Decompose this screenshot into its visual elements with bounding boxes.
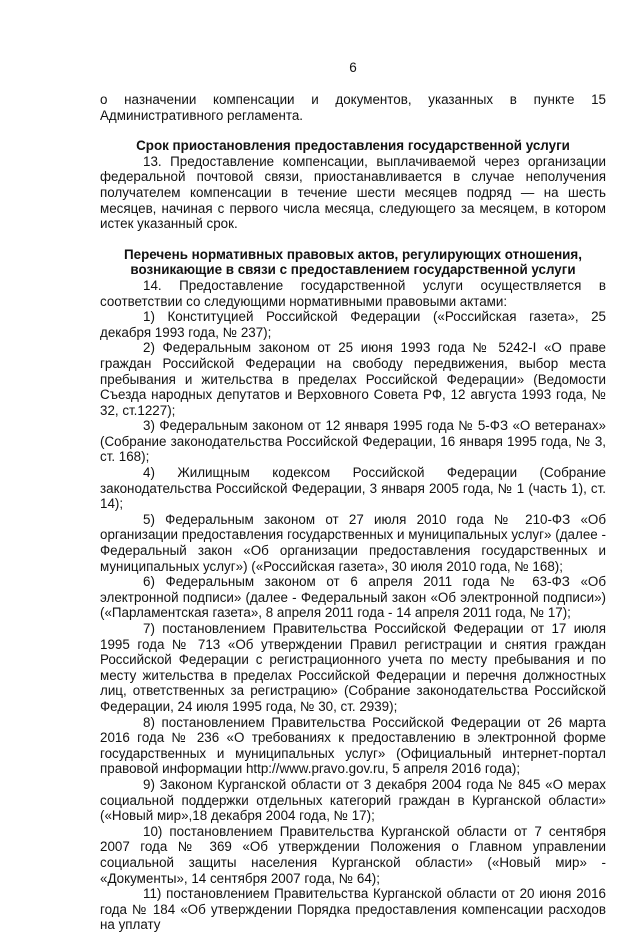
list-item: 8) постановлением Правительства Российской Федерации от 26 марта 2016 года № 236 «О требованиях к предоставлению в электронной форме государственных и муниципальных услуг» (Официальный интернет-портал правовой информации http://www.pravo.gov.ru, 5 апреля 2016 года); (100, 714, 606, 777)
list-item: 9) Законом Курганской области от 3 декабря 2004 года № 845 «О мерах социальной поддержки отдельных категорий граждан в Курганской области» («Новый мир»,18 декабря 2004 года, № 17); (100, 776, 606, 824)
page-number: 6 (349, 60, 357, 75)
paragraph-13: 13. Предоставление компенсации, выплачиваемой через организации федеральной почтовой связи, приостанавливается в случае неполучения получателем компенсации в течение шести месяцев подряд — на шесть месяцев, начиная с первого числа месяца, следующего за месяцем, в котором истек указанный срок. (100, 153, 606, 232)
section-heading-legal-acts-line2: возникающие в связи с предоставлением государственной услуги (130, 262, 576, 278)
list-item: 3) Федеральным законом от 12 января 1995 года № 5-ФЗ «О ветеранах» (Собрание законодательства Российской Федерации, 16 января 1995 года, № 3, ст. 168); (100, 418, 606, 465)
list-item: 4) Жилищным кодексом Российской Федерации (Собрание законодательства Российской Федерации, 3 января 2005 года, № 1 (часть 1), ст. 14); (100, 465, 606, 512)
list-item: 6) Федеральным законом от 6 апреля 2011 года № 63-ФЗ «Об электронной подписи» (далее - Федеральный закон «Об электронной подписи») («Парламентская газета», 8 апреля 2011 года - 14 апреля 2011 года, № 17); (100, 574, 606, 621)
list-item: 5) Федеральным законом от 27 июля 2010 года № 210-ФЗ «Об организации предоставления государственных и муниципальных услуг» (далее - Федеральный закон «Об организации предоставления государственных и муниципальных услуг») («Российская газета», 30 июля 2010 года, № 168); (100, 511, 606, 574)
paragraph-14: 14. Предоставление государственной услуги осуществляется в соответствии со следующими нормативными правовыми актами: (100, 277, 606, 309)
list-item: 11) постановлением Правительства Курганской области от 20 июня 2016 года № 184 «Об утверждении Порядка предоставления компенсации расходов на уплату (100, 886, 606, 933)
section-heading-legal-acts-line1: Перечень нормативных правовых актов, регулирующих отношения, (124, 246, 582, 262)
list-item: 7) постановлением Правительства Российской Федерации от 17 июля 1995 года № 713 «Об утверждении Правил регистрации и снятия граждан Российской Федерации с регистрационного учета по месту пребывания и по месту жительства в пределах Российской Федерации и перечня должностных лиц, ответственных за регистрацию» (Собрание законодательства Российской Федерации, 24 июля 1995 года, № 30, ст. 2939); (100, 621, 606, 714)
intro-paragraph: о назначении компенсации и документов, указанных в пункте 15 Административного регламента. (100, 92, 606, 123)
list-item: 10) постановлением Правительства Курганской области от 7 сентября 2007 года № 369 «Об утверждении Положения о Главном управлении социальной защиты населения Курганской области» («Новый мир» - «Документы», 14 сентября 2007 года, № 64); (100, 823, 606, 886)
section-heading-suspension: Срок приостановления предоставления государственной услуги (136, 138, 570, 154)
list-item: 1) Конституцией Российской Федерации («Российская газета», 25 декабря 1993 года, № 237); (100, 309, 606, 340)
list-item: 2) Федеральным законом от 25 июня 1993 года № 5242-I «О праве граждан Российской Федерации на свободу передвижения, выбор места пребывания и жительства в пределах Российской Федерации» (Ведомости Съезда народных депутатов и Верховного Совета РФ, 12 августа 1993 года, № 32, ст.1227); (100, 340, 606, 418)
